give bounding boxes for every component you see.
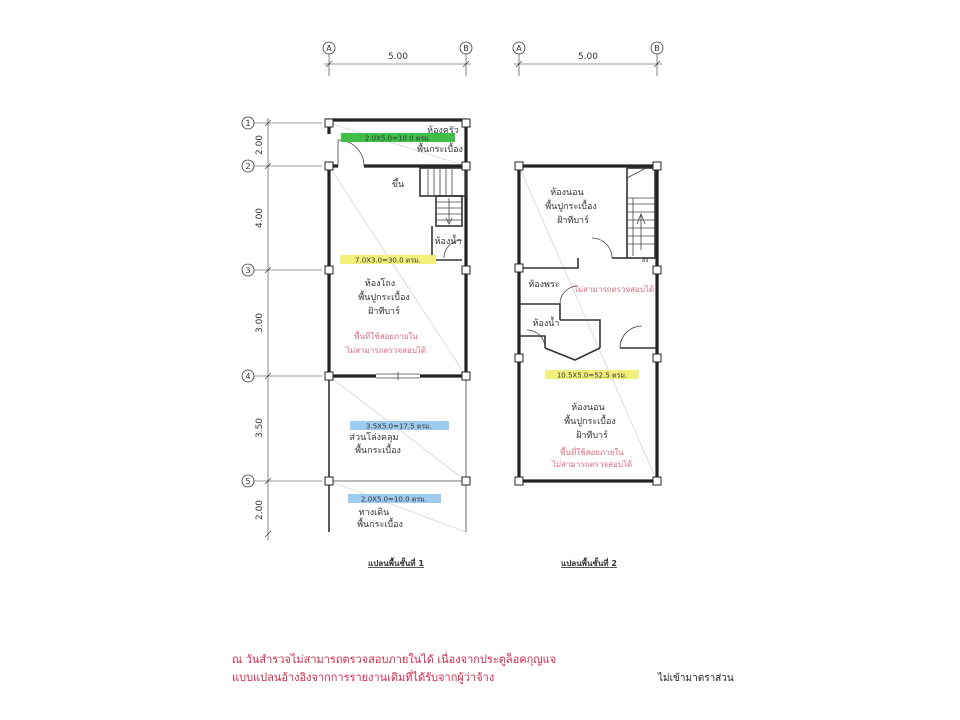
- inspect-note: ไม่สามารถตรวจสอบได้: [573, 285, 655, 294]
- grid-bubble-b-2: B: [654, 44, 660, 53]
- grid-bubble-1: 1: [245, 119, 251, 128]
- survey-note-line2: แบบแปลนอ้างอิงจากการรายงานเดิมที่ได้รับจากผู้ว่าจ้าง: [232, 671, 495, 684]
- depth-dimension-4: 3.50: [255, 417, 265, 439]
- grid-bubble-3: 3: [245, 266, 251, 275]
- depth-dimension-3: 3.00: [255, 312, 265, 334]
- porch-floor: พื้นกระเบื้อง: [355, 446, 401, 456]
- grid-bubble-b: B: [463, 44, 469, 53]
- survey-note-line1: ณ วันสำรวจไม่สามารถตรวจสอบภายในได้ เนื่องจากประตูล็อคกุญแจ: [232, 653, 557, 666]
- depth-dimension-1: 2.00: [255, 134, 265, 156]
- kitchen-area-label: 2.0X5.0=10.0 ตรม.: [365, 134, 431, 143]
- porch-area-label: 3.5X5.0=17.5 ตรม.: [366, 422, 432, 431]
- floor1-left-dimensions: [242, 117, 322, 540]
- depth-dimension-5: 2.00: [255, 499, 265, 521]
- stair-up-label: ขึ้น: [391, 180, 405, 190]
- bedroom1-ceiling: ฝ้าทีบาร์: [557, 216, 589, 226]
- kitchen-floor: พื้นกระเบื้อง: [417, 145, 463, 155]
- grid-bubble-2: 2: [245, 162, 251, 171]
- hall-area-label: 7.0X3.0=30.0 ตรม.: [355, 256, 421, 265]
- width-dimension: 5.00: [387, 52, 409, 62]
- width-dimension-2: 5.00: [577, 52, 599, 62]
- floor2-caption: แปลนพื้นชั้นที่ 2: [561, 559, 617, 568]
- floor2-bathroom-name: ห้องน้ำ: [532, 319, 560, 329]
- bedroom2-note-line2: ไม่สามารถตรวจสอบได้: [551, 460, 633, 469]
- walkway-name: ทางเดิน: [358, 508, 390, 518]
- walkway-floor: พื้นกระเบื้อง: [357, 520, 403, 530]
- bedroom2-note-line1: พื้นที่ใช้สอยภายใน: [560, 448, 624, 457]
- grid-bubble-a-2: A: [516, 44, 522, 53]
- floor1-plan: [325, 119, 470, 568]
- bedroom1-name: ห้องนอน: [550, 188, 584, 198]
- shrine-room-name: ห้องพระ: [528, 280, 560, 290]
- scale-note: ไม่เข้ามาตราส่วน: [658, 673, 734, 684]
- floor1-caption: แปลนพื้นชั้นที่ 1: [368, 559, 424, 568]
- floor2-plan: [515, 162, 661, 568]
- bedroom2-name: ห้องนอน: [571, 403, 605, 413]
- floor2-top-dimension: [513, 42, 663, 76]
- hall-ceiling: ฝ้าทีบาร์: [368, 307, 400, 317]
- walkway-area-label: 2.0X5.0=10.0 ตรม.: [361, 495, 427, 504]
- depth-dimension-2: 4.00: [255, 207, 265, 229]
- grid-bubble-4: 4: [245, 372, 251, 381]
- floor1-bathroom-name: ห้องน้ำ: [434, 237, 462, 247]
- bedroom2-ceiling: ฝ้าทีบาร์: [576, 431, 608, 441]
- hall-note-line2: ไม่สามารถตรวจสอบได้: [345, 346, 427, 355]
- bedroom2-floor: พื้นปูกระเบื้อง: [564, 417, 616, 427]
- hall-note-line1: พื้นที่ใช้สอยภายใน: [354, 332, 418, 341]
- kitchen-name: ห้องครัว: [427, 126, 459, 136]
- survey-note: [232, 651, 556, 687]
- grid-bubble-a: A: [326, 44, 332, 53]
- hall-name: ห้องโถง: [364, 279, 396, 289]
- bedroom2-area-label: 10.5X5.0=52.5 ตรม.: [556, 371, 628, 380]
- porch-name: ส่วนโล่งคลุม: [349, 433, 399, 443]
- bedroom1-floor: พื้นปูกระเบื้อง: [545, 202, 597, 212]
- stair-down-label: ลง: [641, 257, 649, 264]
- floor1-top-dimension: [323, 42, 472, 76]
- grid-bubble-5: 5: [245, 477, 251, 486]
- hall-floor: พื้นปูกระเบื้อง: [358, 293, 410, 303]
